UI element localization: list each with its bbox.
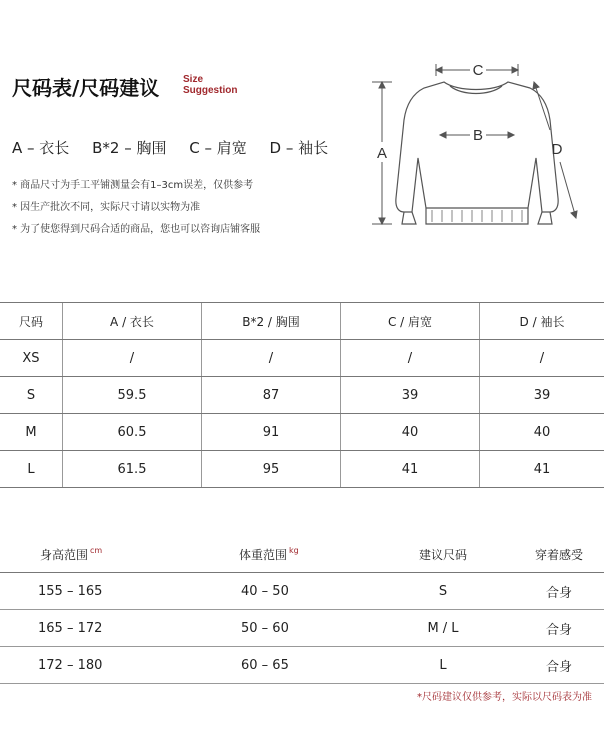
height-cell: 155 – 165 [0,573,201,610]
shoulder-cell: / [341,340,480,377]
sweater-diagram-svg [362,58,590,238]
size-suggestion-table [0,536,604,684]
shoulder-cell: 41 [341,451,480,488]
sleeve-cell: / [480,340,604,377]
legend-item-b: B*2 – 胸围 [92,139,167,157]
length-cell: 61.5 [63,451,202,488]
sleeve-cell: 40 [480,414,604,451]
shoulder-cell: 39 [341,377,480,414]
header-suggested-size: 建议尺码 [372,536,514,573]
length-cell: 59.5 [63,377,202,414]
legend-item-d: D – 袖长 [269,139,329,157]
label-d: D [551,141,563,158]
size-footnote: *尺码建议仅供参考，实际以尺码表为准 [417,692,592,703]
shoulder-cell: 40 [341,414,480,451]
table-row [0,340,604,377]
subtitle-line-1: Size [183,74,204,85]
subtitle-line-2: Suggestion [183,85,238,96]
size-cell: S [0,377,63,414]
sweater-measurement-diagram [362,58,590,238]
suggestion-table-header [0,536,604,573]
header-fit: 穿着感受 [514,536,604,573]
measurement-legend [12,137,346,158]
label-b: B [472,127,484,144]
table-row [0,647,604,684]
size-cell: L [0,451,63,488]
header-height-label: 身高范围 [40,547,89,562]
header-weight-label: 体重范围 [239,547,288,562]
height-cell: 165 – 172 [0,610,201,647]
note-2: * 因生产批次不同，实际尺寸请以实物为准 [12,202,201,213]
fit-cell: 合身 [514,573,604,610]
table-row [0,610,604,647]
chest-cell: 95 [202,451,341,488]
sleeve-cell: 41 [480,451,604,488]
chest-cell: 87 [202,377,341,414]
header-sleeve: D / 袖长 [480,303,604,340]
header-chest: B*2 / 胸围 [202,303,341,340]
weight-cell: 60 – 65 [201,647,372,684]
table-row [0,573,604,610]
size-table [0,302,604,488]
header-shoulder: C / 肩宽 [341,303,480,340]
note-1: * 商品尺寸为手工平铺测量会有1–3cm误差，仅供参考 [12,180,254,191]
weight-cell: 50 – 60 [201,610,372,647]
suggested-size-cell: S [372,573,514,610]
weight-unit: kg [289,545,299,555]
page-title: 尺码表/尺码建议 [12,76,160,100]
header-weight [201,536,372,573]
size-cell: XS [0,340,63,377]
suggested-size-cell: L [372,647,514,684]
table-row [0,414,604,451]
chest-cell: / [202,340,341,377]
size-cell: M [0,414,63,451]
suggested-size-cell: M / L [372,610,514,647]
page-subtitle [183,74,237,96]
height-cell: 172 – 180 [0,647,201,684]
legend-item-c: C – 肩宽 [189,139,247,157]
legend-item-a: A – 衣长 [12,139,70,157]
length-cell: / [63,340,202,377]
table-row [0,377,604,414]
size-table-header [0,303,604,340]
sweater-outline [396,82,558,224]
height-unit: cm [90,545,103,555]
hem-ribbing [432,210,522,222]
header-size: 尺码 [0,303,63,340]
note-3: * 为了使您得到尺码合适的商品，您也可以咨询店铺客服 [12,224,261,235]
label-c: C [472,62,484,79]
chest-cell: 91 [202,414,341,451]
fit-cell: 合身 [514,647,604,684]
fit-cell: 合身 [514,610,604,647]
label-a: A [376,145,388,162]
header-length: A / 衣长 [63,303,202,340]
weight-cell: 40 – 50 [201,573,372,610]
sleeve-cell: 39 [480,377,604,414]
length-cell: 60.5 [63,414,202,451]
table-row [0,451,604,488]
header-height [0,536,201,573]
